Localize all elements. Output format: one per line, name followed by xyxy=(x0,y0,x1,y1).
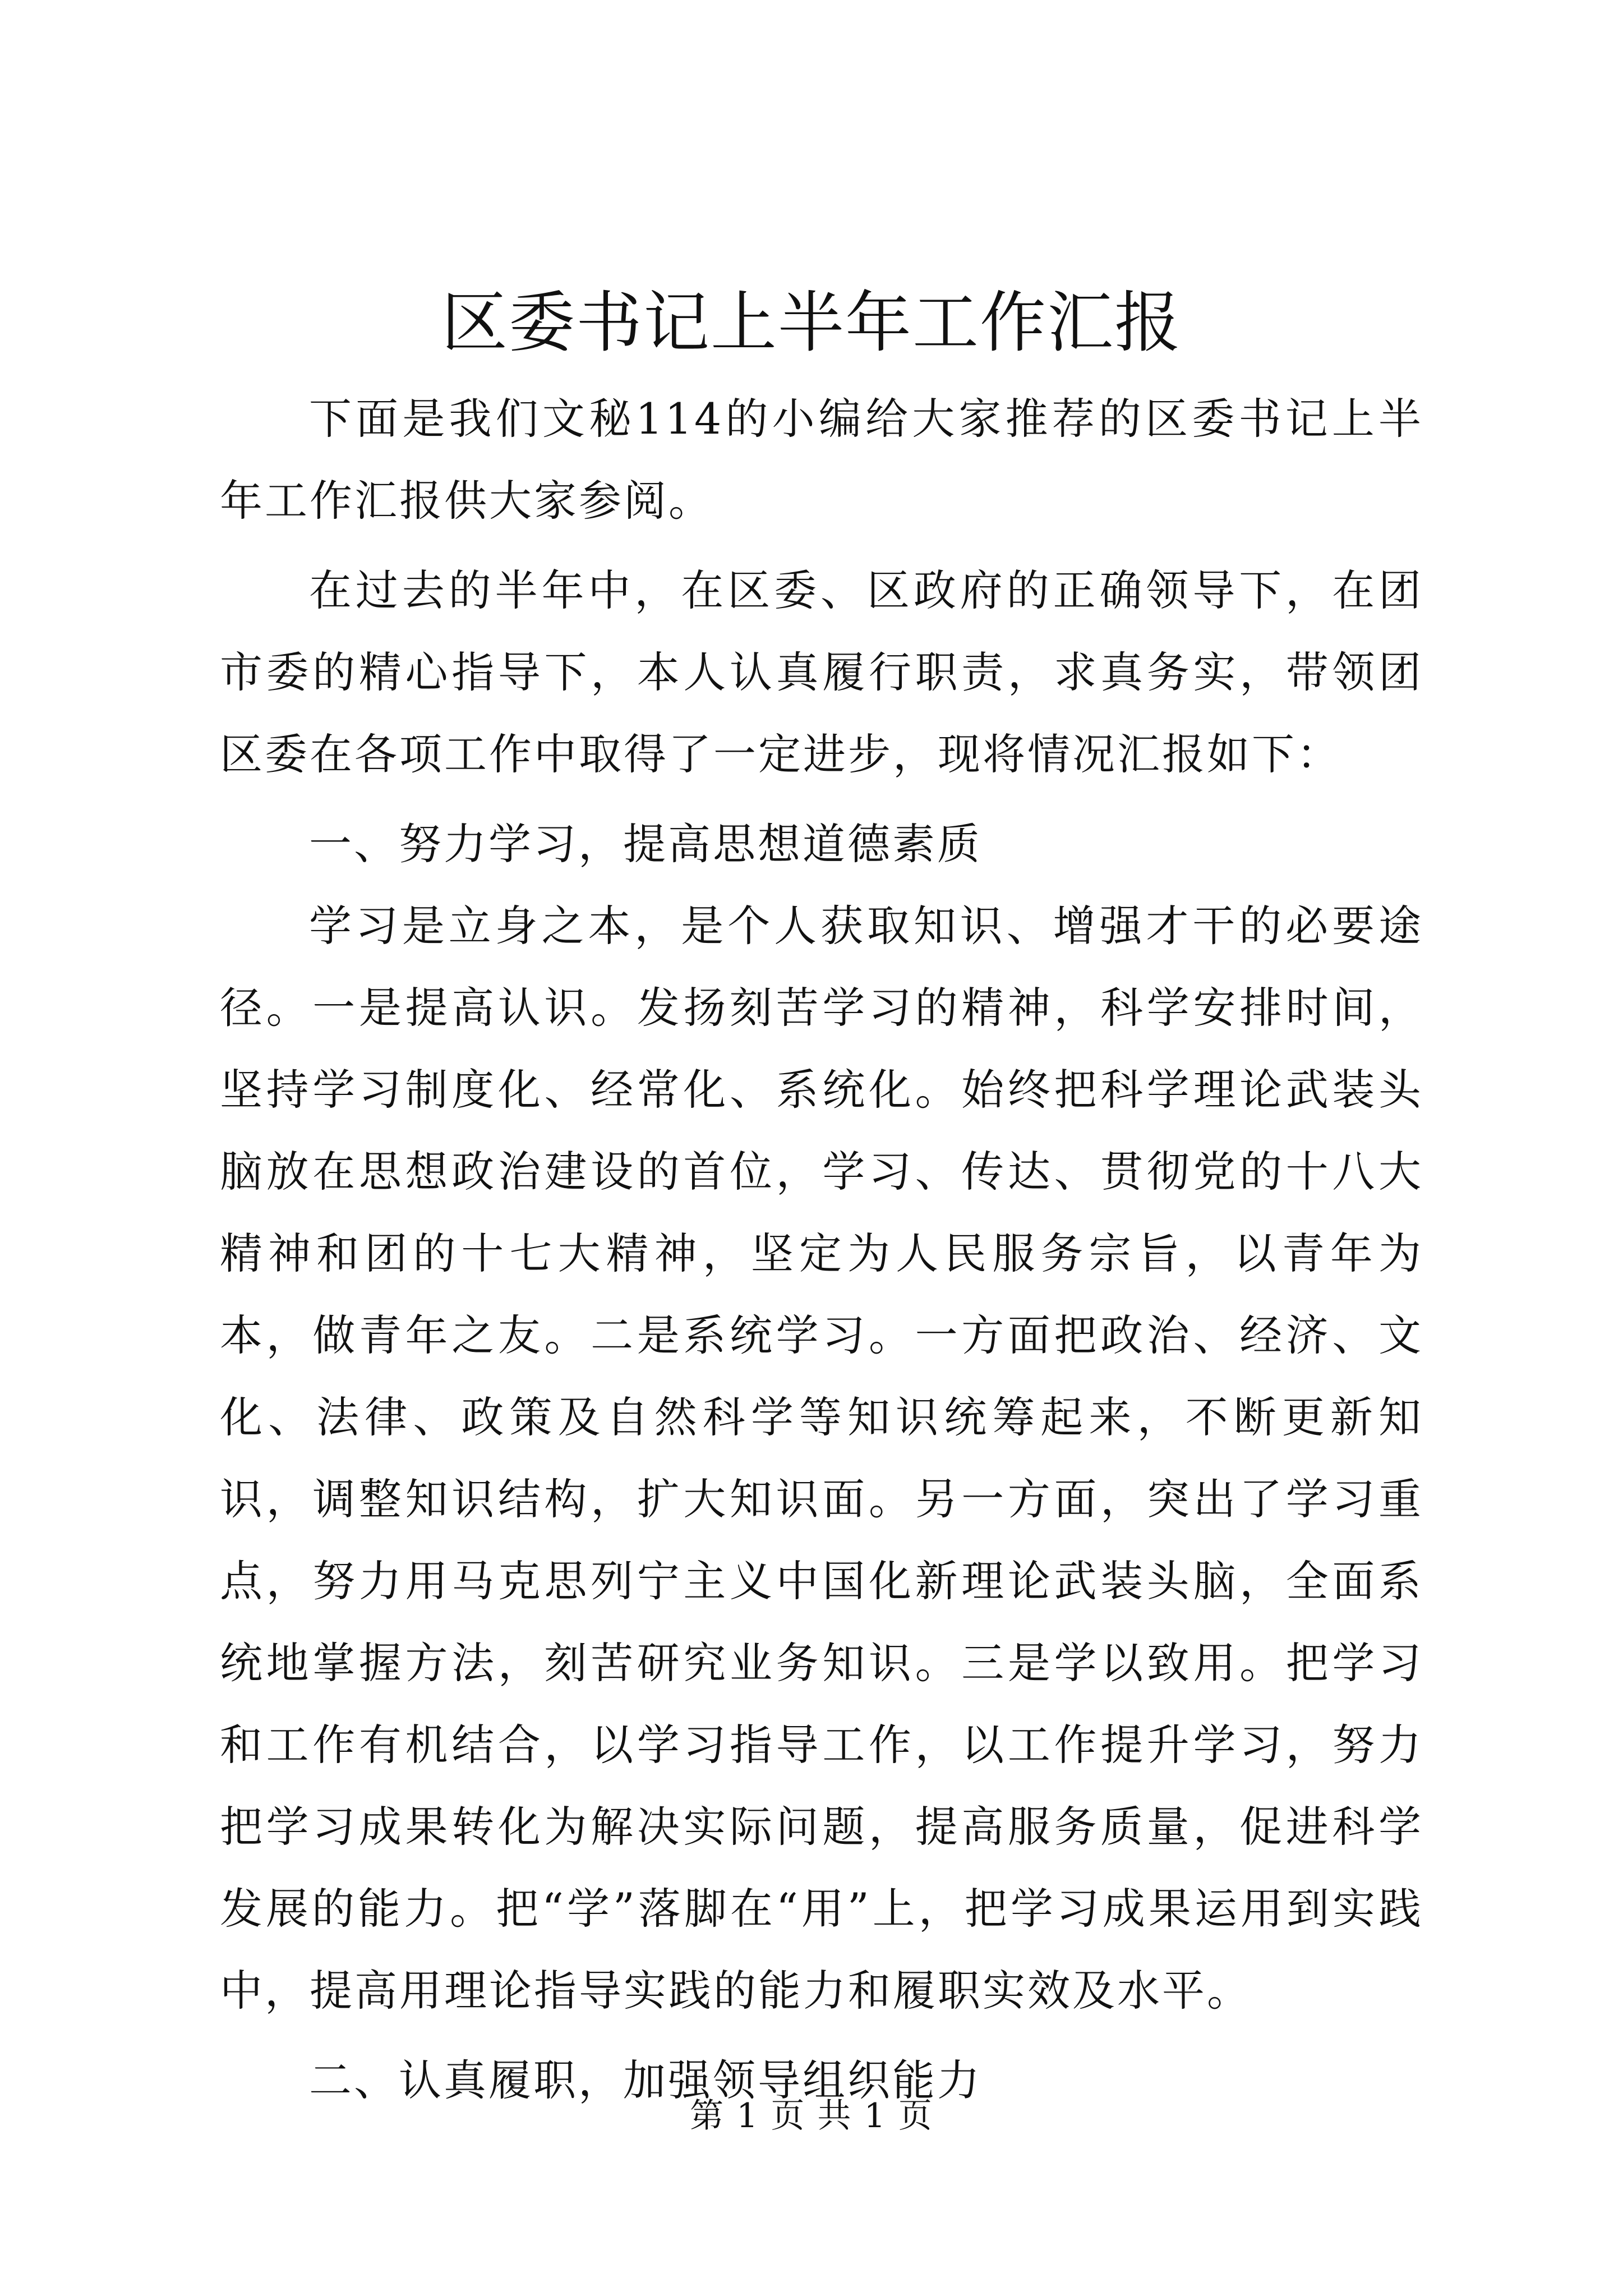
document-title: 区委书记上半年工作汇报 xyxy=(441,284,1182,361)
section-heading-2: 二、认真履职，加强领导组织能力 xyxy=(309,2055,982,2105)
intro-paragraph: 下面是我们文秘114的小编给大家推荐的区委书记上半年工作汇报供大家参阅。 xyxy=(220,394,1423,526)
section-1-paragraph: 学习是立身之本，是个人获取知识、增强才干的必要途径。一是提高认识。发扬刻苦学习的精神，科学安排时间，坚持学习制度化、经常化、系统化。始终把科学理论武装头脑放在思想政治建设的首位，学习、传达、贯彻党的十八大精神和团的十七大精神，坚定为人民服务宗旨，以青年为本，做青年之友。二是系统学习。一方面把政治、经济、文化、法律、政策及自然科学等知识统筹起来，不断更新知识，调整知识结构，扩大知识面。另一方面，突出了学习重点，努力用马克思列宁主义中国化新理论武装头脑，全面系统地掌握方法，刻苦研究业务知识。三是学以致用。把学习和工作有机结合，以学习指导工作，以工作提升学习，努力把学习成果转化为解决实际问题，提高服务质量，促进科学发展的能力。把“学”落脚在“用”上，把学习成果运用到实践中，提高用理论指导实践的能力和履职实效及水平。 xyxy=(220,901,1423,2016)
page-number-footer: 第 1 页 共 1 页 xyxy=(690,2096,933,2136)
summary-paragraph: 在过去的半年中，在区委、区政府的正确领导下，在团市委的精心指导下，本人认真履行职责，求真务实，带领团区委在各项工作中取得了一定进步，现将情况汇报如下： xyxy=(220,565,1423,779)
document-body xyxy=(220,378,1423,2122)
section-heading-1: 一、努力学习，提高思想道德素质 xyxy=(309,819,982,869)
